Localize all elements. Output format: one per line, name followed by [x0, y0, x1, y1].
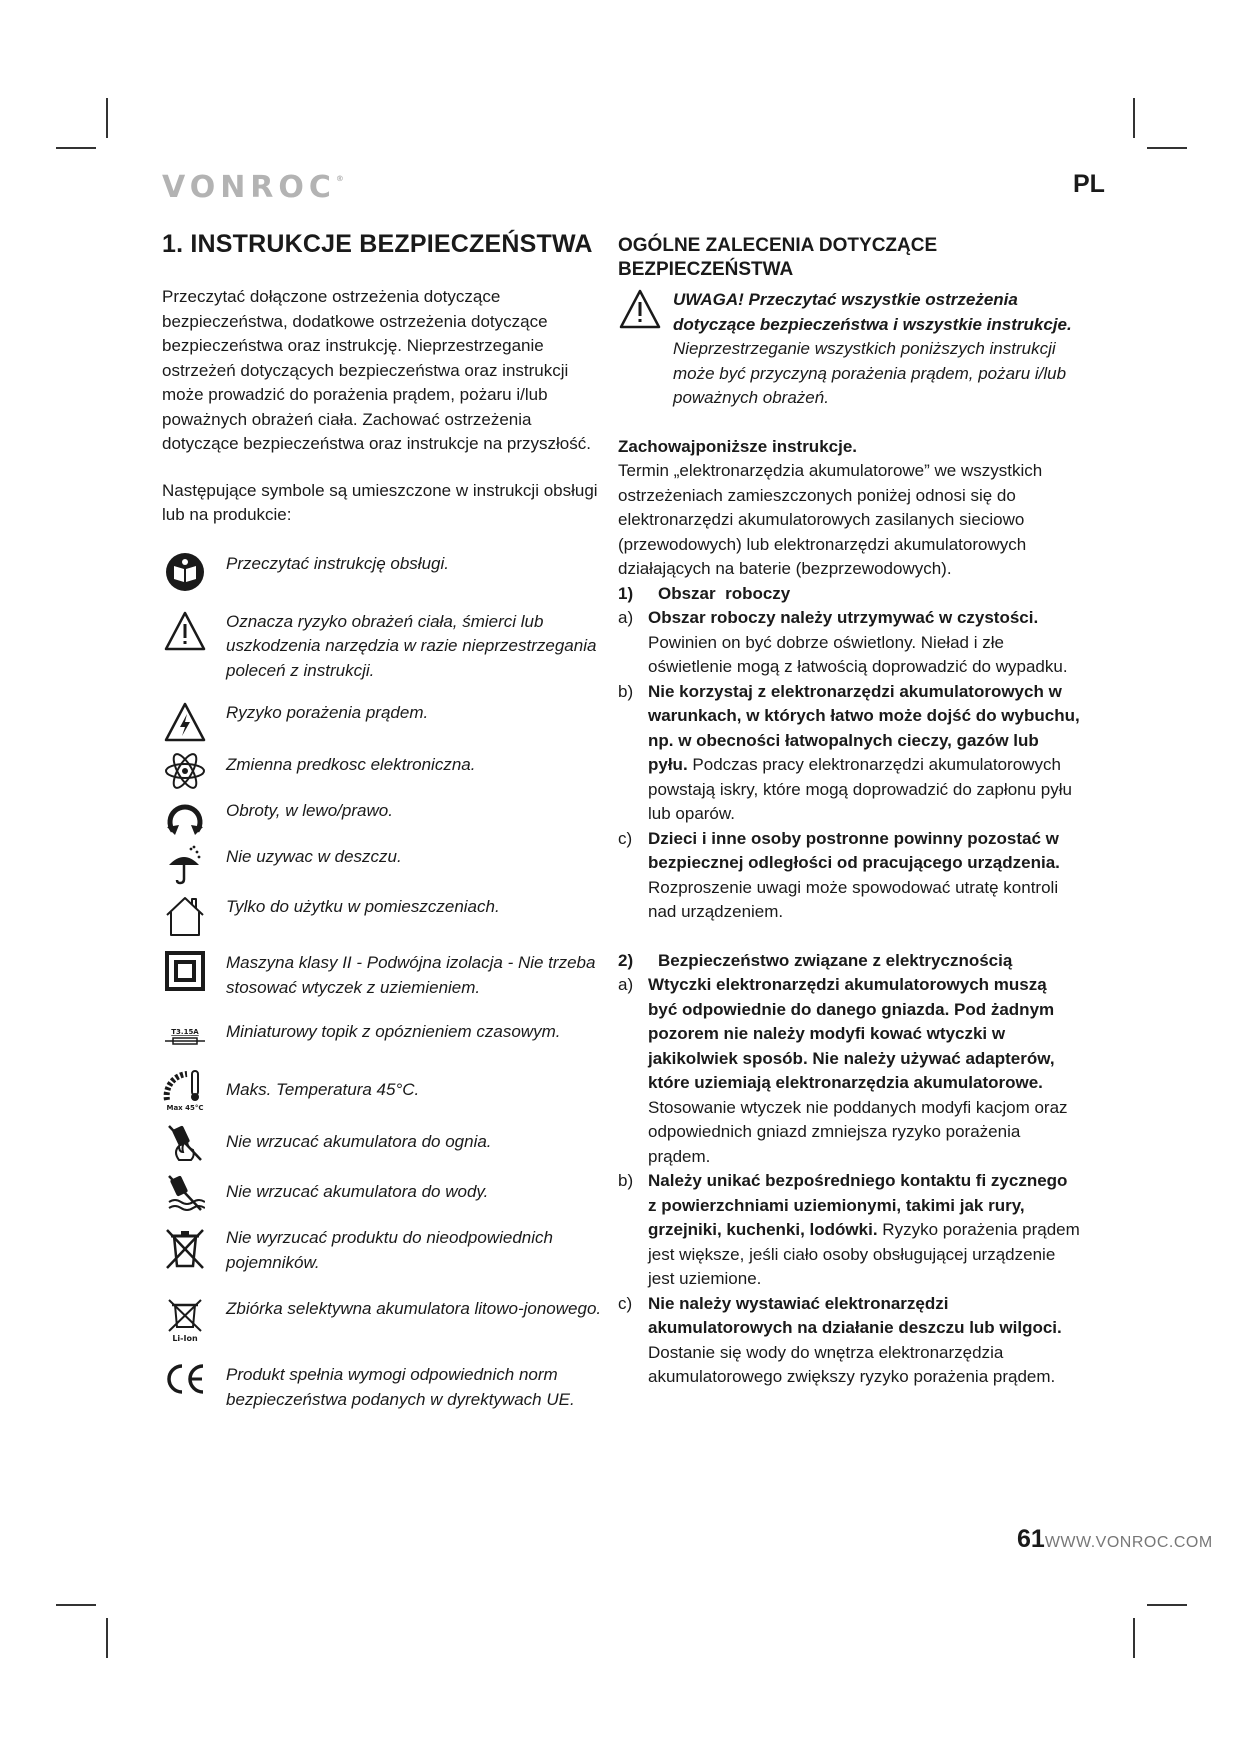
symbol-row — [162, 701, 602, 743]
section-number: 2) — [618, 950, 634, 970]
no-rain-icon — [162, 845, 208, 885]
symbol-text: Zmienna predkosc elektroniczna. — [226, 755, 476, 774]
li-ion-label: Li-Ion — [172, 1334, 198, 1343]
symbol-row — [162, 895, 602, 937]
section-title: OGÓLNE ZALECENIA DOTYCZĄCE BEZPIECZEŃSTWA — [618, 235, 938, 280]
symbol-row — [162, 1226, 602, 1275]
symbol-row — [162, 552, 602, 592]
crop-mark — [1147, 1604, 1187, 1606]
item-label: a) — [618, 608, 634, 627]
warning-triangle-icon — [162, 610, 208, 652]
keep-instructions-title: Zachowajponiższe instrukcje. — [618, 436, 858, 456]
symbol-row — [162, 799, 602, 835]
symbol-row — [162, 1172, 602, 1212]
symbol-text: Maks. Temperatura 45°C. — [226, 1079, 420, 1099]
no-water-icon — [162, 1172, 208, 1212]
list-item — [618, 827, 1080, 925]
item-text: Dostanie się wody do wnętrza elektronarzędzia akumulatorowego zwiększy ryzyko porażenia prądem. — [648, 1342, 1056, 1386]
fuse-label: T3.15A — [171, 1028, 199, 1036]
warning-block — [618, 288, 1080, 411]
item-text: Stosowanie wtyczek nie poddanych modyfi kacjom oraz odpowiednich gniazd zmniejsza ryzyko porażenia prądem. — [648, 1097, 1068, 1166]
item-label: c) — [618, 1293, 633, 1313]
symbol-text: Nie wyrzucać produktu do nieodpowiednich pojemników. — [226, 1228, 553, 1272]
symbol-row — [162, 1297, 602, 1343]
left-column — [162, 230, 602, 1412]
list-item — [618, 1292, 1080, 1390]
page-number: 61 — [1017, 1525, 1045, 1553]
item-text: Ryzyko porażenia prądem jest większe, jeśli ciało osoby obsługującej urządzenie jest uziemione. — [648, 1220, 1080, 1288]
symbol-text: Nie wrzucać akumulatora do ognia. — [226, 1131, 492, 1151]
item-text: Rozproszenie uwagi może spowodować utratę kontroli nad urządzeniem. — [648, 877, 1059, 921]
item-label: c) — [618, 828, 633, 848]
intro-paragraph: Przeczytać dołączone ostrzeżenia dotyczące bezpieczeństwa, dodatkowe ostrzeżenia dotyczące bezpieczeństwa oraz instrukcję. Nieprzestrzeganie ostrzeżeń dotyczących bezpieczeństwa oraz instrukcji może prowadzić do porażenia prądem, pożaru i/lub poważnych obrażeń ciała. Zachować ostrzeżenia dotyczące bezpieczeństwa oraz instrukcje na przyszłość. — [162, 287, 591, 453]
symbol-row — [162, 1020, 602, 1050]
warning-text — [673, 288, 1080, 411]
fuse-icon — [162, 1020, 208, 1050]
variable-speed-icon — [162, 753, 208, 789]
max-temperature-icon — [162, 1068, 208, 1112]
ce-mark-icon — [162, 1363, 208, 1395]
crop-mark — [1133, 98, 1135, 138]
warning-triangle-icon — [618, 288, 673, 335]
list-item — [618, 973, 1080, 1169]
symbol-text: Produkt spełnia wymogi odpowiednich norm bezpieczeństwa podanych w dyrektywach UE. — [226, 1365, 575, 1409]
crop-mark — [106, 98, 108, 138]
symbol-row — [162, 753, 602, 789]
item-lead: Nie należy wystawiać elektronarzędzi akumulatorowych na działanie deszczu lub wilgoci. — [648, 1293, 1062, 1337]
symbol-row — [162, 1122, 602, 1162]
list-item — [618, 680, 1080, 827]
item-label: a) — [618, 975, 634, 994]
section-heading — [618, 949, 1080, 974]
keep-instructions-text: Termin „elektronarzędzia akumulatorowe” we wszystkich ostrzeżeniach zamieszczonych poniżej odnosi się do elektronarzędzi akumulatorowych zasilanych sieciowo (przewodowych) lub elektronarzędzi akumulatorowych działających na baterie (bezprzewodowych). — [618, 461, 1043, 578]
symbol-text: Obroty, w lewo/prawo. — [226, 801, 393, 820]
item-lead: Należy unikać bezpośredniego kontaktu fi zycznego z powierzchniami uziemionymi, takimi jak rury, grzejniki, kuchenki, lodówki. — [648, 1171, 1068, 1239]
symbol-text: Tylko do użytku w pomieszczeniach. — [226, 897, 500, 916]
section-number: 1) — [618, 583, 634, 603]
crop-mark — [106, 1618, 108, 1658]
section-heading-text: Obszar roboczy — [658, 583, 791, 603]
list-item — [618, 1169, 1080, 1292]
crop-mark — [1133, 1618, 1135, 1658]
max-temp-label: Max 45°C — [166, 1104, 204, 1112]
warning-bold: UWAGA! Przeczytać wszystkie ostrzeżenia dotyczące bezpieczeństwa i wszystkie instrukcje. — [673, 290, 1072, 334]
brand-logo: VONROC® — [162, 170, 344, 205]
rotation-icon — [162, 799, 208, 835]
item-label: b) — [618, 1171, 634, 1190]
crop-mark — [1147, 147, 1187, 149]
page-footer — [1017, 1525, 1213, 1554]
warning-rest: Nieprzestrzeganie wszystkich poniższych instrukcji może być przyczyną porażenia prądem, pożaru i/lub poważnych obrażeń. — [673, 339, 1067, 407]
symbol-row — [162, 1363, 602, 1412]
item-lead: Wtyczki elektronarzędzi akumulatorowych muszą być odpowiednie do danego gniazda. Pod żadnym pozorem nie należy modyfi kować wtyczki w jakikolwiek sposób. Nie należy używać adapterów, które uziemiają elektronarzędzia akumulatorowe. — [648, 975, 1055, 1092]
brand-name: VONROC — [162, 170, 336, 205]
section-title: 1. INSTRUKCJE BEZPIECZEŃSTWA — [162, 230, 593, 258]
item-label: b) — [618, 681, 634, 701]
symbol-text: Maszyna klasy II - Podwójna izolacja - Nie trzeba stosować wtyczek z uziemieniem. — [226, 953, 596, 997]
list-item — [618, 606, 1080, 680]
website-link[interactable]: WWW.VONROC.COM — [1044, 1534, 1213, 1551]
symbol-text: Nie uzywac w deszczu. — [226, 847, 402, 866]
item-lead: Dzieci i inne osoby postronne powinny pozostać w bezpiecznej odległości od pracującego urządzenia. — [648, 828, 1060, 872]
symbols-intro: Następujące symbole są umieszczone w instrukcji obsługi lub na produkcie: — [162, 480, 598, 524]
language-code: PL — [1073, 170, 1105, 198]
indoor-use-icon — [162, 895, 208, 937]
right-column — [618, 234, 1080, 1390]
item-lead: Nie korzystaj z elektronarzędzi akumulatorowych w warunkach, w których łatwo może dojść do wybuchu, np. w obecności łatwopalnych cieczy, gazów lub pyłu. — [648, 681, 1080, 774]
crossed-bin-icon — [162, 1226, 208, 1270]
symbol-text: Zbiórka selektywna akumulatora litowo-jonowego. — [226, 1299, 602, 1318]
symbol-text: Przeczytać instrukcję obsługi. — [226, 553, 449, 573]
symbol-row — [162, 1068, 602, 1112]
read-manual-icon — [162, 552, 208, 592]
item-text: Podczas pracy elektronarzędzi akumulatorowych powstają iskry, które mogą doprowadzić do zapłonu pyłu lub oparów. — [648, 755, 1072, 823]
item-text: Powinien on być dobrze oświetlony. Nieład i złe oświetlenie mogą z łatwością doprowadzić do wypadku. — [648, 632, 1068, 676]
symbol-row — [162, 951, 602, 1000]
section-heading — [618, 582, 1080, 607]
symbol-text: Ryzyko porażenia prądem. — [226, 703, 429, 722]
symbol-row — [162, 610, 602, 684]
symbol-text: Miniaturowy topik z opóznieniem czasowym. — [226, 1022, 561, 1041]
li-ion-recycle-icon — [162, 1297, 208, 1343]
symbol-row — [162, 845, 602, 885]
item-lead: Obszar roboczy należy utrzymywać w czystości. — [648, 608, 1039, 627]
crop-mark — [56, 1604, 96, 1606]
symbol-text: Nie wrzucać akumulatora do wody. — [226, 1181, 489, 1201]
no-fire-icon — [162, 1122, 208, 1162]
section-heading-text: Bezpieczeństwo związane z elektrycznością — [658, 950, 1013, 970]
symbol-text: Oznacza ryzyko obrażeń ciała, śmierci lub uszkodzenia narzędzia w razie nieprzestrzegania poleceń z instrukcji. — [226, 611, 597, 680]
class-ii-icon — [162, 951, 208, 991]
electric-shock-icon — [162, 701, 208, 743]
crop-mark — [56, 147, 96, 149]
